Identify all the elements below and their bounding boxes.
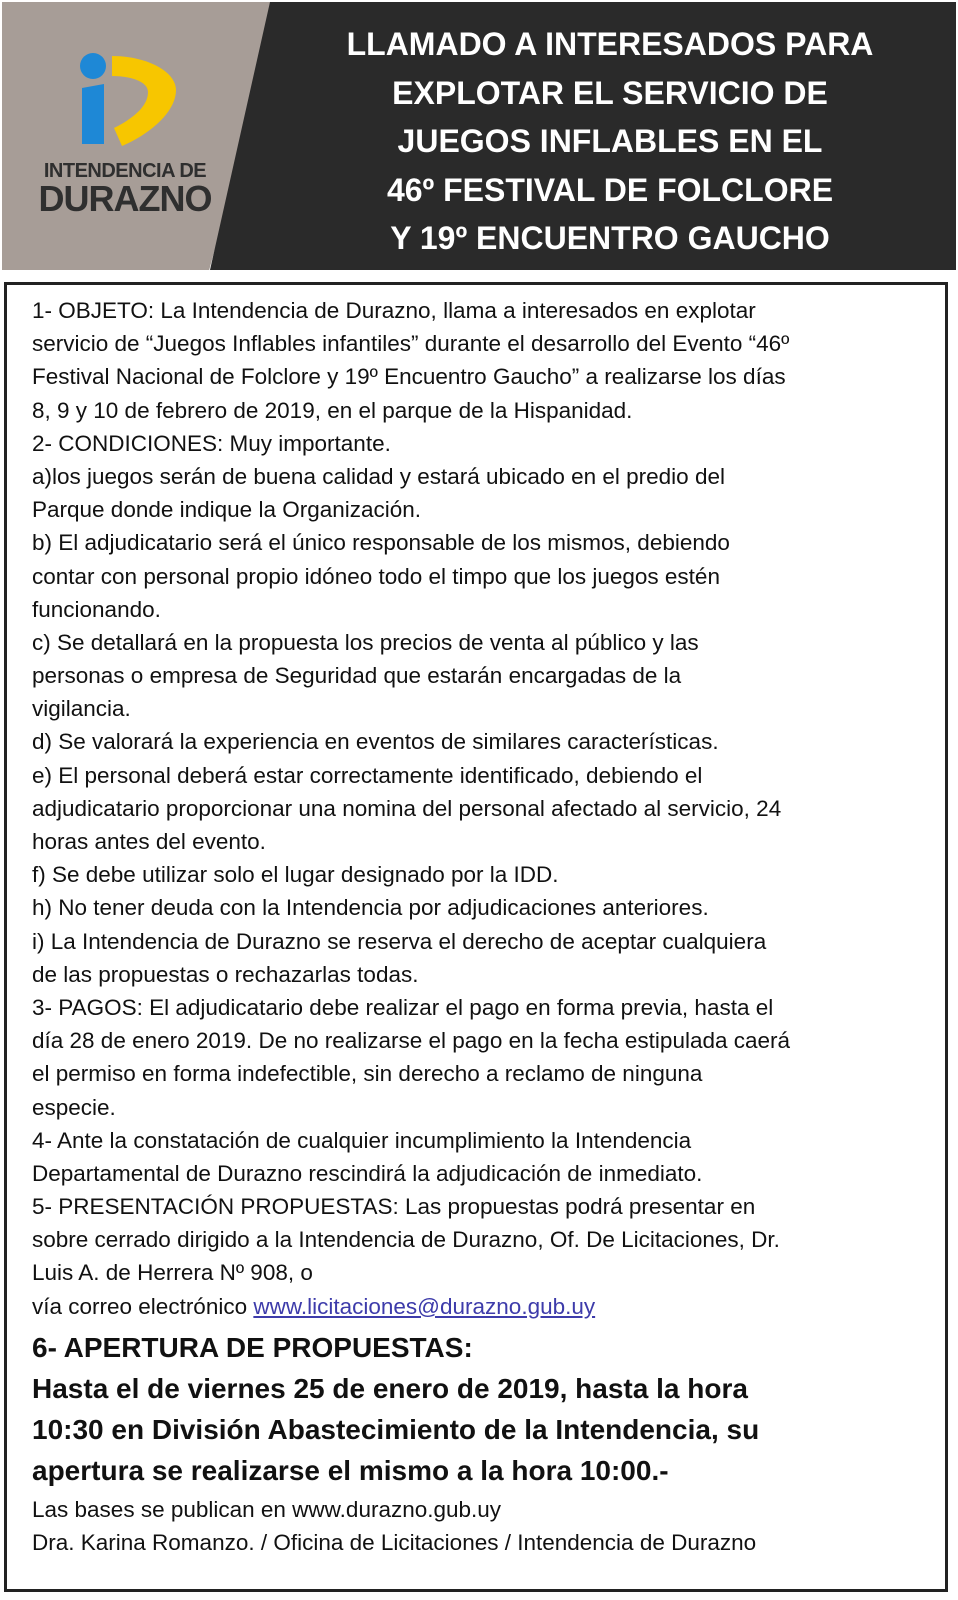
logo-arrow — [112, 56, 176, 146]
body-line: 5- PRESENTACIÓN PROPUESTAS: Las propuestas podrá presentar en — [32, 1194, 756, 1220]
body-line: a)los juegos serán de buena calidad y estará ubicado en el predio del — [32, 463, 725, 489]
email-prefix: vía correo electrónico — [32, 1293, 254, 1319]
body-line: f) Se debe utilizar solo el lugar designado por la IDD. — [32, 862, 559, 888]
title-line: 46º FESTIVAL DE FOLCLORE — [386, 171, 834, 208]
title-line: EXPLOTAR EL SERVICIO DE — [392, 74, 828, 111]
apertura-line: Hasta el de viernes 25 de enero de 2019, hasta la hora — [32, 1372, 748, 1404]
body-line: el permiso en forma indefectible, sin derecho a reclamo de ninguna — [32, 1061, 703, 1087]
body-line: 2- CONDICIONES: Muy importante. — [32, 430, 391, 456]
logo-i-stem — [82, 84, 104, 144]
apertura-line: apertura se realizarse el mismo a la hora 10:00.- — [32, 1454, 669, 1486]
title-line: JUEGOS INFLABLES EN EL — [397, 123, 823, 159]
title-line: Y 19º ENCUENTRO GAUCHO — [390, 220, 830, 256]
body-line: personas o empresa de Seguridad que estarán encargadas de la — [32, 663, 682, 689]
notice-body — [32, 294, 932, 1559]
body-line: e) El personal deberá estar correctamente identificado, debiendo el — [32, 762, 703, 788]
logo-text-intendencia: INTENDENCIA DE — [43, 160, 207, 182]
body-line: contar con personal propio idóneo todo el timpo que los juegos estén — [32, 563, 720, 589]
body-line: Luis A. de Herrera Nº 908, o — [32, 1260, 313, 1286]
body-line: especie. — [32, 1094, 116, 1120]
intendencia-logo-icon — [78, 52, 178, 152]
logo-dot — [80, 53, 106, 79]
body-line: de las propuestas o rechazarlas todas. — [32, 961, 419, 987]
body-line: Parque donde indique la Organización. — [32, 497, 422, 523]
body-line: horas antes del evento. — [32, 829, 266, 854]
apertura-line: 10:30 en División Abastecimiento de la Intendencia, su — [32, 1413, 760, 1445]
footer-line: Las bases se publican en www.durazno.gub.uy — [32, 1496, 502, 1522]
header-banner — [0, 0, 958, 273]
body-line: Departamental de Durazno rescindirá la adjudicación de inmediato. — [32, 1160, 703, 1186]
email-line — [32, 1290, 932, 1323]
body-line: h) No tener deuda con la Intendencia por adjudicaciones anteriores. — [32, 895, 709, 921]
body-line: c) Se detallará en la propuesta los precios de venta al público y las — [32, 629, 699, 655]
body-line: día 28 de enero 2019. De no realizarse el pago en la fecha estipulada caerá — [32, 1028, 791, 1054]
body-line: 8, 9 y 10 de febrero de 2019, en el parque de la Hispanidad. — [32, 397, 633, 423]
body-line: vigilancia. — [32, 696, 131, 722]
page-title — [300, 20, 920, 263]
body-line: sobre cerrado dirigido a la Intendencia de Durazno, Of. De Licitaciones, Dr. — [32, 1227, 780, 1253]
body-line: servicio de “Juegos Inflables infantiles” durante el desarrollo del Evento “46º — [32, 331, 790, 357]
body-line: 4- Ante la constatación de cualquier incumplimiento la Intendencia — [32, 1127, 692, 1153]
apertura-heading: 6- APERTURA DE PROPUESTAS: — [32, 1331, 473, 1363]
body-line: 1- OBJETO: La Intendencia de Durazno, llama a interesados en explotar — [32, 298, 756, 323]
title-line: LLAMADO A INTERESADOS PARA — [346, 26, 874, 62]
body-line: funcionando. — [32, 596, 161, 622]
body-line: adjudicatario proporcionar una nomina del personal afectado al servicio, 24 — [32, 795, 782, 821]
footer-line: Dra. Karina Romanzo. / Oficina de Licitaciones / Intendencia de Durazno — [32, 1530, 757, 1555]
email-link[interactable]: www.licitaciones@durazno.gub.uy — [253, 1293, 596, 1319]
body-line: d) Se valorará la experiencia en eventos de similares características. — [32, 729, 719, 755]
body-line: 3- PAGOS: El adjudicatario debe realizar el pago en forma previa, hasta el — [32, 994, 774, 1020]
logo-text-durazno: DURAZNO — [38, 178, 212, 219]
body-line: b) El adjudicatario será el único responsable de los mismos, debiendo — [32, 530, 730, 556]
body-line: Festival Nacional de Folclore y 19º Encuentro Gaucho” a realizarse los días — [32, 364, 786, 390]
body-line: i) La Intendencia de Durazno se reserva el derecho de aceptar cualquiera — [32, 928, 767, 954]
